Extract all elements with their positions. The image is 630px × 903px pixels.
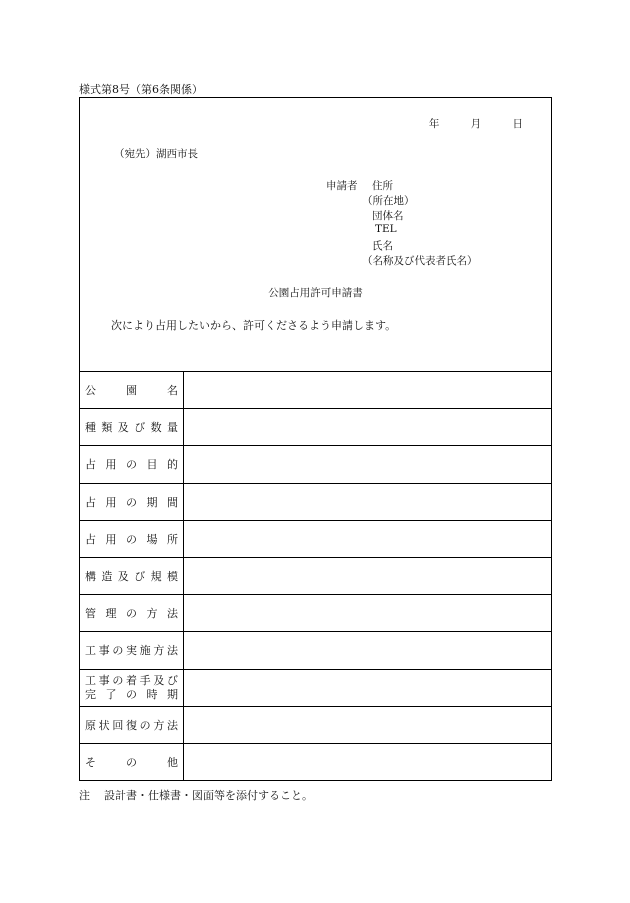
row-label [80, 558, 184, 594]
field-table [80, 372, 551, 781]
table-row [80, 446, 551, 483]
purpose-field[interactable] [184, 446, 551, 482]
table-row [80, 521, 551, 558]
location-of-use-field[interactable] [184, 521, 551, 557]
organization-label: 団体名 [372, 210, 404, 222]
row-label [80, 446, 184, 482]
structure-scale-label: 構造及び規模 [85, 570, 178, 584]
row-label [80, 744, 184, 781]
name-note: （名称及び代表者氏名） [362, 255, 478, 267]
applicant-label: 申請者 [326, 180, 358, 192]
construction-period-label [85, 674, 178, 702]
date-day-label: 日 [512, 118, 523, 130]
footnote [79, 787, 313, 803]
row-label [80, 595, 184, 631]
table-row [80, 670, 551, 707]
construction-method-field[interactable] [184, 632, 551, 668]
row-label [80, 372, 184, 408]
address-label: 住所 [372, 180, 393, 192]
request-text: 次により占用したいから、許可くださるよう申請します。 [111, 319, 397, 332]
addressee: （宛先）湖西市長 [114, 148, 198, 160]
type-quantity-field[interactable] [184, 409, 551, 445]
date-month-label: 月 [470, 118, 482, 130]
park-name-label: 公園名 [85, 384, 178, 398]
construction-period-label-line1: 工事の着手及び [85, 673, 178, 687]
other-label: その他 [85, 756, 178, 770]
construction-method-label: 工事の実施方法 [85, 644, 178, 658]
row-label [80, 632, 184, 668]
table-row [80, 707, 551, 744]
application-header [80, 98, 551, 372]
row-label [80, 521, 184, 557]
footnote-prefix: 注 [79, 789, 90, 802]
management-method-label: 管理の方法 [85, 607, 178, 621]
location-label: （所在地） [362, 195, 415, 207]
row-label [80, 670, 184, 706]
table-row [80, 409, 551, 446]
purpose-label: 占用の目的 [85, 458, 178, 472]
park-name-field[interactable] [184, 372, 551, 408]
table-row [80, 744, 551, 781]
table-row [80, 484, 551, 521]
footnote-text: 設計書・仕様書・図面等を添付すること。 [104, 789, 313, 802]
table-row [80, 632, 551, 669]
construction-period-label-line2: 完了の時期 [85, 687, 178, 701]
table-row [80, 595, 551, 632]
restoration-method-field[interactable] [184, 707, 551, 743]
location-of-use-label: 占用の場所 [85, 532, 178, 546]
date-line [429, 116, 523, 131]
name-label: 氏名 [372, 240, 393, 252]
period-label: 占用の期間 [85, 495, 178, 509]
row-label [80, 707, 184, 743]
tel-label: TEL [375, 223, 397, 235]
document-title: 公園占用許可申請書 [268, 287, 363, 299]
application-form [79, 97, 552, 781]
restoration-method-label: 原状回復の方法 [85, 718, 178, 732]
structure-scale-field[interactable] [184, 558, 551, 594]
type-quantity-label: 種類及び数量 [85, 421, 178, 435]
table-row [80, 372, 551, 409]
period-field[interactable] [184, 484, 551, 520]
table-row [80, 558, 551, 595]
management-method-field[interactable] [184, 595, 551, 631]
form-number: 様式第8号（第6条関係） [79, 83, 203, 96]
date-year-label: 年 [428, 118, 440, 130]
row-label [80, 484, 184, 520]
construction-period-field[interactable] [184, 670, 551, 706]
row-label [80, 409, 184, 445]
other-field[interactable] [184, 744, 551, 781]
